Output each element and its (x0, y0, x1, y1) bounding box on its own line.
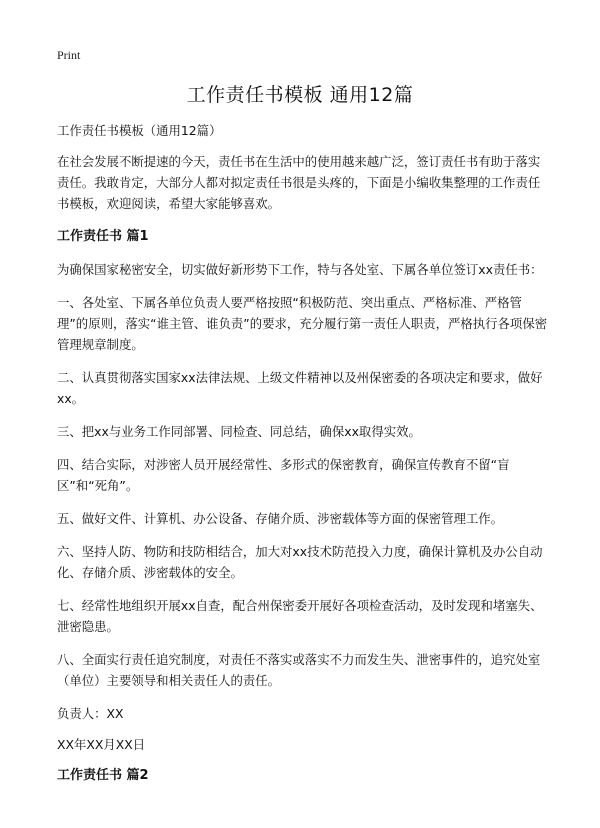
section-1-paragraph: 三、把xx与业务工作同部署、同检查、同总结，确保xx取得实效。 (57, 424, 421, 439)
document-title: 工作责任书模板 通用12篇 (186, 84, 414, 106)
print-label: Print (57, 48, 81, 62)
document-body (57, 120, 549, 798)
responsible-person: 负责人：XX (57, 706, 124, 721)
section-1-paragraph: 六、坚持人防、物防和技防相结合，加大对xx技术防范投入力度，确保计算机及办公自动化、存储介质、涉密载体的安全。 (57, 544, 543, 580)
section-1-paragraph: 为确保国家秘密安全，切实做好新形势下工作，特与各处室、下属各单位签订xx责任书： (57, 262, 543, 277)
intro-paragraph: 在社会发展不断提速的今天，责任书在生活中的使用越来越广泛，签订责任书有助于落实责任。我敢肯定，大部分人都对拟定责任书很是头疼的，下面是小编收集整理的工作责任书模板，欢迎阅读，希望大家能够喜欢。 (57, 154, 541, 211)
section-1-paragraph: 四、结合实际，对涉密人员开展经常性、多形式的保密教育，确保宣传教育不留“盲区”和“死角”。 (57, 457, 510, 493)
section-1-paragraph: 八、全面实行责任追究制度，对责任不落实或落实不力而发生失、泄密事件的，追究处室（单位）主要领导和相关责任人的责任。 (57, 652, 541, 688)
signature-date: XX年XX月XX日 (57, 737, 146, 752)
section-1-paragraph: 一、各处室、下属各单位负责人要严格按照“积极防范、突出重点、严格标准、严格管理”的原则，落实“谁主管、谁负责”的要求，充分履行第一责任人职责，严格执行各项保密管理规章制度。 (57, 295, 548, 352)
section-1-paragraph: 二、认真贯彻落实国家xx法律法规、上级文件精神以及州保密委的各项决定和要求，做好xx。 (57, 370, 543, 406)
document-subtitle: 工作责任书模板（通用12篇） (57, 123, 222, 138)
section-1-paragraph: 七、经常性地组织开展xx自查，配合州保密委开展好各项检查活动，及时发现和堵塞失、泄密隐患。 (57, 598, 543, 634)
section-2-heading: 工作责任书 篇2 (57, 768, 149, 783)
section-1-paragraph: 五、做好文件、计算机、办公设备、存储介质、涉密载体等方面的保密管理工作。 (57, 511, 504, 526)
section-1-heading: 工作责任书 篇1 (57, 229, 149, 244)
